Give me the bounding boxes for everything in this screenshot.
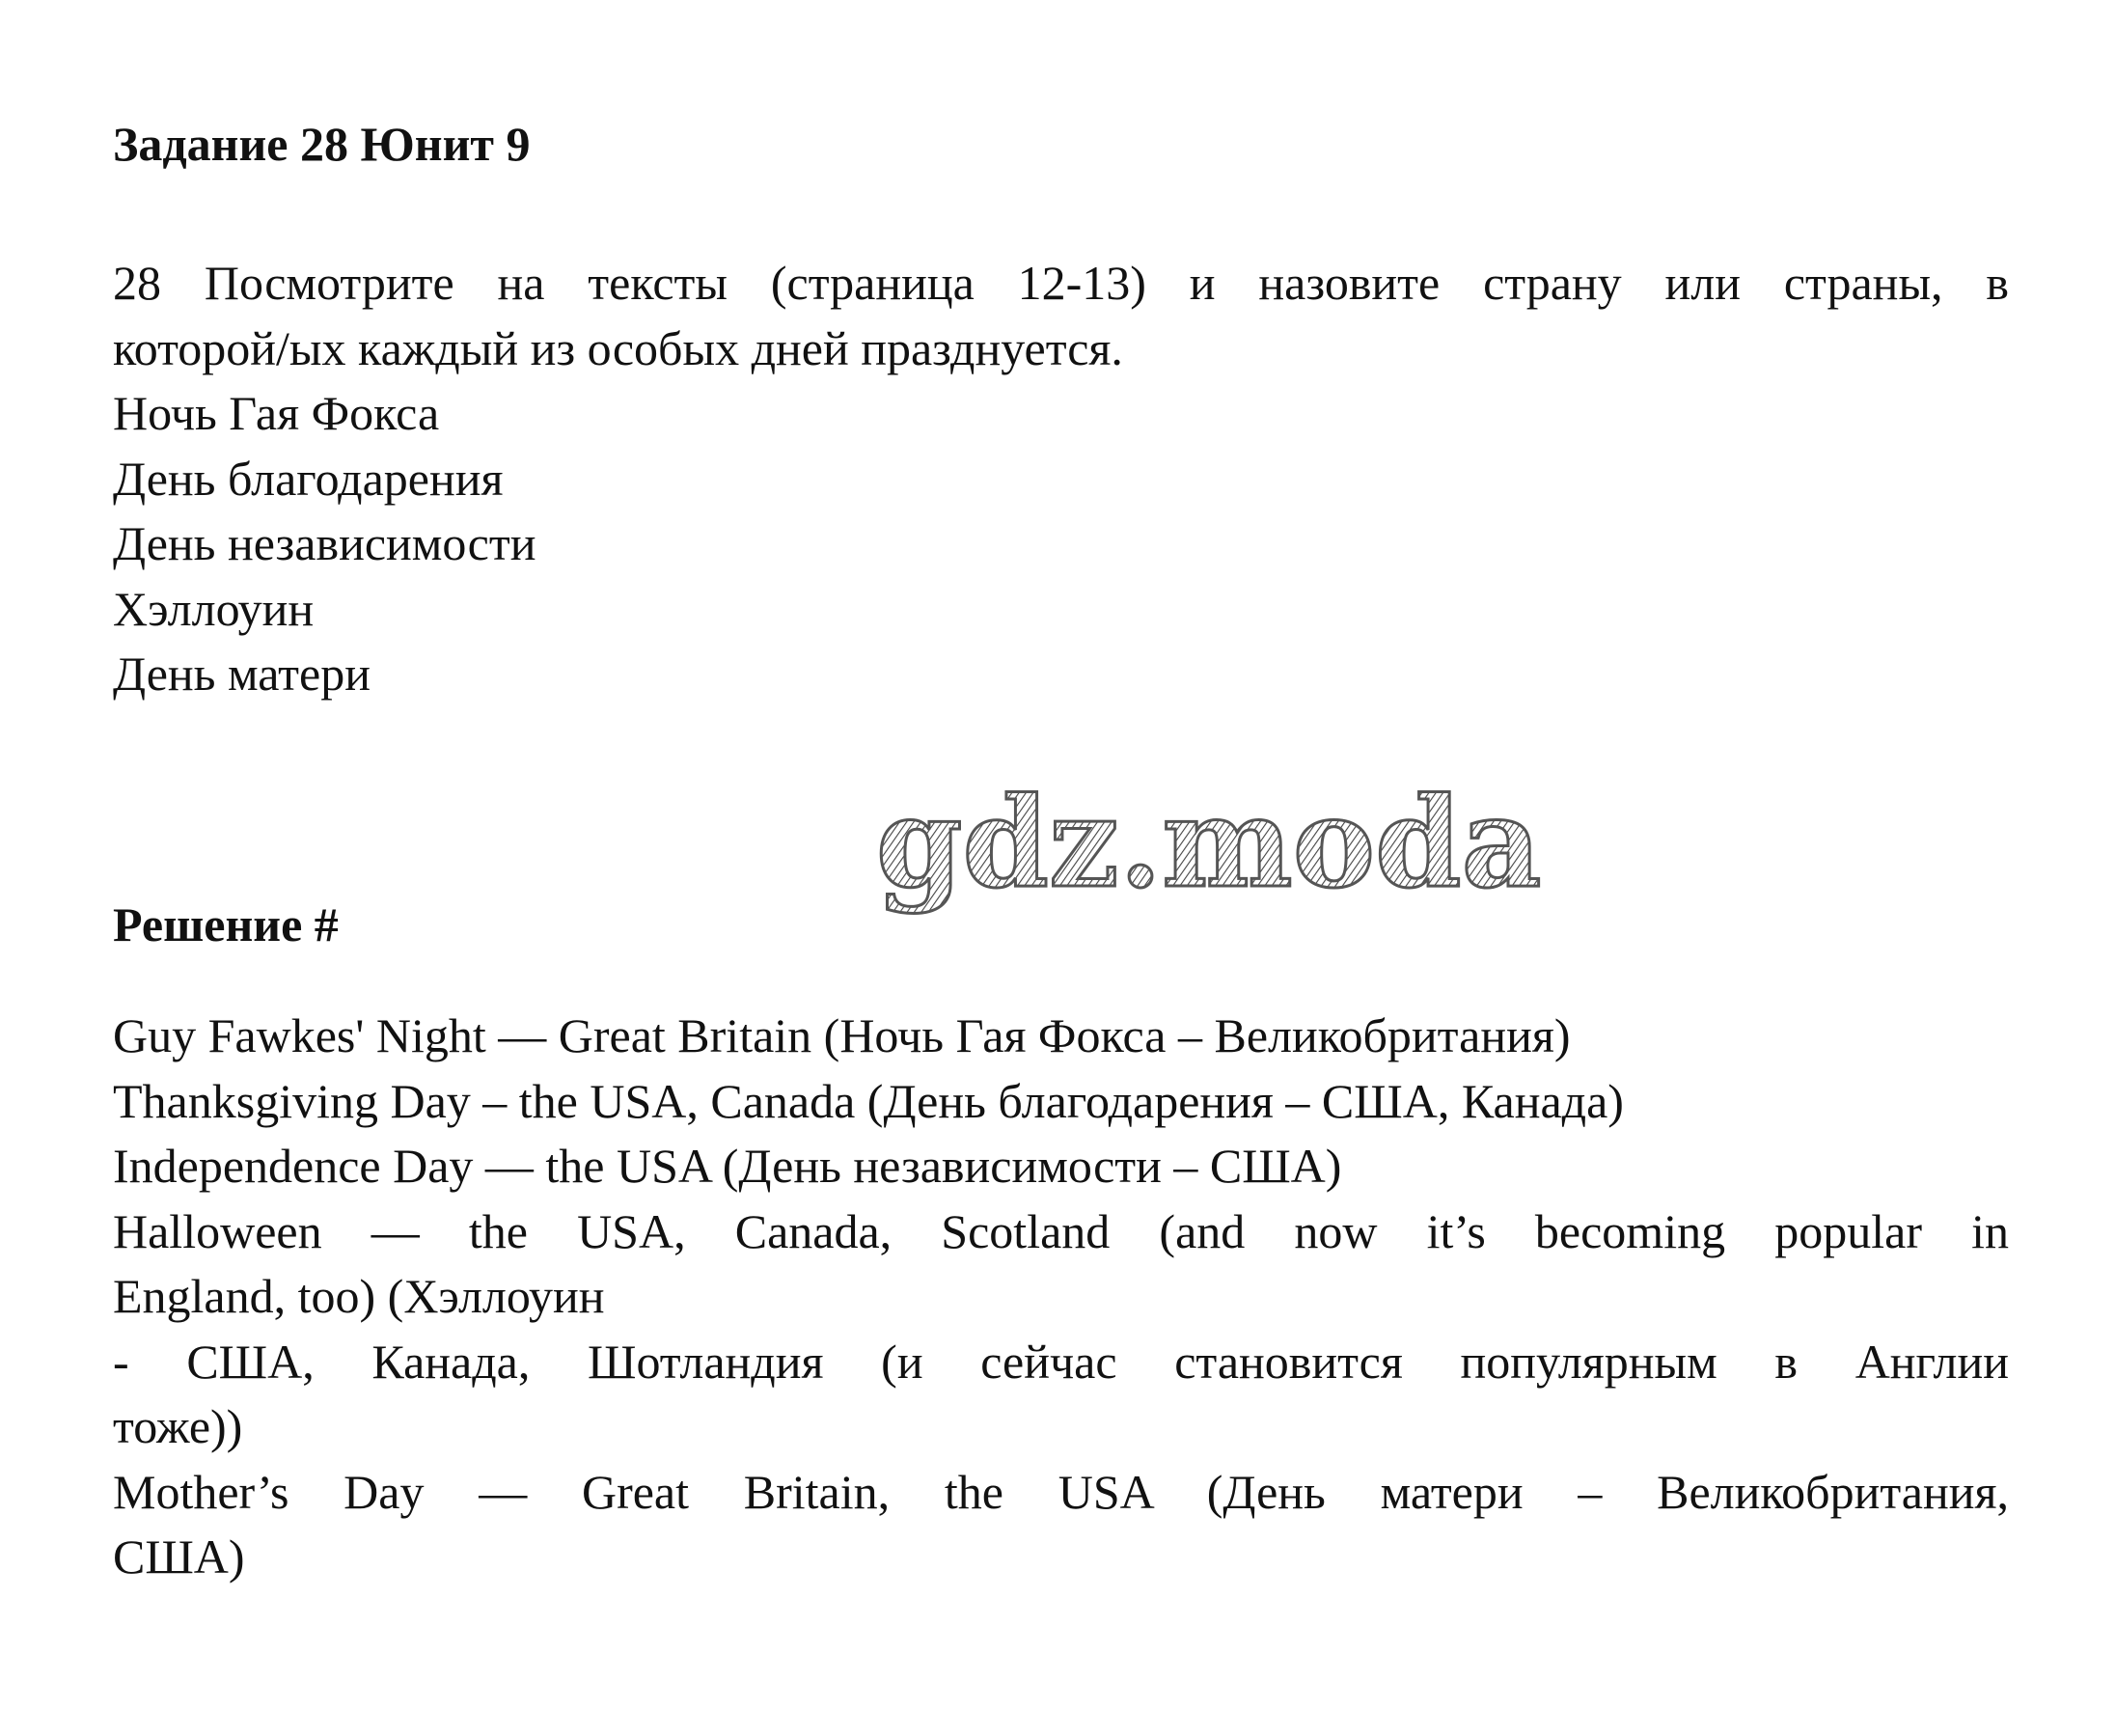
solution-answers (113, 1004, 2009, 1590)
solution-title: Решение # (113, 897, 339, 951)
task-question (113, 251, 2009, 707)
watermark-logo (870, 771, 1542, 936)
task-title: Задание 28 Юнит 9 (113, 117, 531, 171)
answer-mothers-day-line-1: Mother’s Day — Great Britain, the USA (День матери – Великобритания, (113, 1464, 2009, 1519)
answer-mothers-day-line-2: США) (113, 1529, 245, 1584)
answer-halloween-line-3: - США, Канада, Шотландия (и сейчас становится популярным в Англии (113, 1334, 2009, 1389)
holiday-item: Ночь Гая Фокса (113, 386, 440, 440)
answer-guy-fawkes: Guy Fawkes' Night — Great Britain (Ночь Гая Фокса – Великобритания) (113, 1008, 1571, 1062)
answer-thanksgiving: Thanksgiving Day – the USA, Canada (День благодарения – США, Канада) (113, 1073, 1624, 1128)
answer-independence: Independence Day — the USA (День независимости – США) (113, 1139, 1342, 1193)
question-line-2: которой/ых каждый из особых дней празднуется. (113, 320, 1123, 375)
answer-halloween-line-2: England, too) (Хэллоуин (113, 1269, 605, 1323)
answer-halloween-line-1: Halloween — the USA, Canada, Scotland (and now it’s becoming popular in (113, 1203, 2009, 1258)
question-line-1: 28 Посмотрите на тексты (страница 12-13) и назовите страну или страны, в (113, 256, 2009, 310)
holiday-item: День матери (113, 647, 371, 701)
holiday-item: День благодарения (113, 451, 504, 506)
watermark-text: gdz.moda (876, 771, 1542, 916)
holiday-item: День независимости (113, 516, 536, 570)
holiday-item: Хэллоуин (113, 581, 315, 636)
answer-halloween-line-4: тоже)) (113, 1399, 243, 1453)
